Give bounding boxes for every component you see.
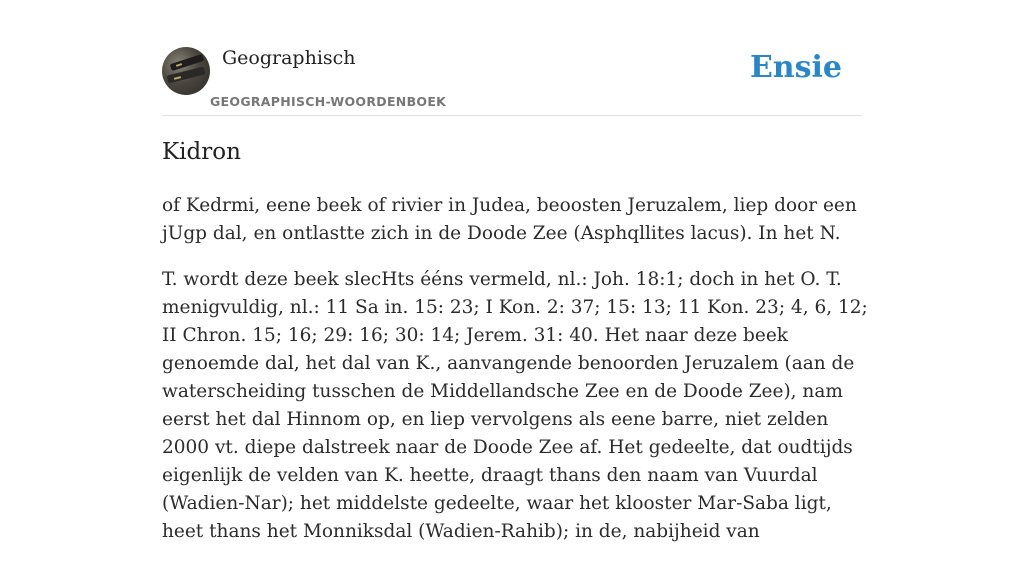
article-body — [162, 192, 872, 564]
article-paragraph-1: of Kedrmi, eene beek of rivier in Judea, beoosten Jeruzalem, liep door een jUgp dal, en ontlastte zich in de Doode Zee (Asphqllites lacus). In het N. — [162, 195, 857, 244]
header — [162, 46, 862, 116]
article-paragraph-2: T. wordt deze beek slecHts ééns vermeld, nl.: Joh. 18:1; doch in het O. T. menigvuldig, nl.: 11 Sa in. 15: 23; I Kon. 2: 37; 15: 13; 11 Kon. 23; 4, 6, 12; II Chron. 15; 16; 29: 16; 30: 14; Jerem. 31: 40. Het naar deze beek genoemde dal, het dal van K., aanvangende benoorden Jeruzalem (aan de waterscheiding tusschen de Middellandsche Zee en de Doode Zee), nam eerst het dal Hinnom op, en liep vervolgens als eene barre, niet zelden 2000 vt. diepe dalstreek naar de Doode Zee af. Het gedeelte, dat oudtijds eigenlijk de velden van K. heette, draagt thans den naam van Vuurdal (Wadien-Nar); het middelste gedeelte, waar het klooster Mar-Saba ligt, heet thans het Monniksdal (Wadien-Rahib); in de, nabijheid van — [162, 269, 868, 542]
header-divider — [162, 115, 862, 116]
dictionary-subtitle[interactable]: GEOGRAPHISCH-WOORDENBOEK — [210, 94, 447, 109]
site-name[interactable]: Geographisch — [222, 47, 356, 69]
avatar[interactable] — [162, 47, 210, 95]
brand-logo[interactable]: Ensie — [749, 50, 842, 85]
page-title: Kidron — [162, 139, 241, 165]
